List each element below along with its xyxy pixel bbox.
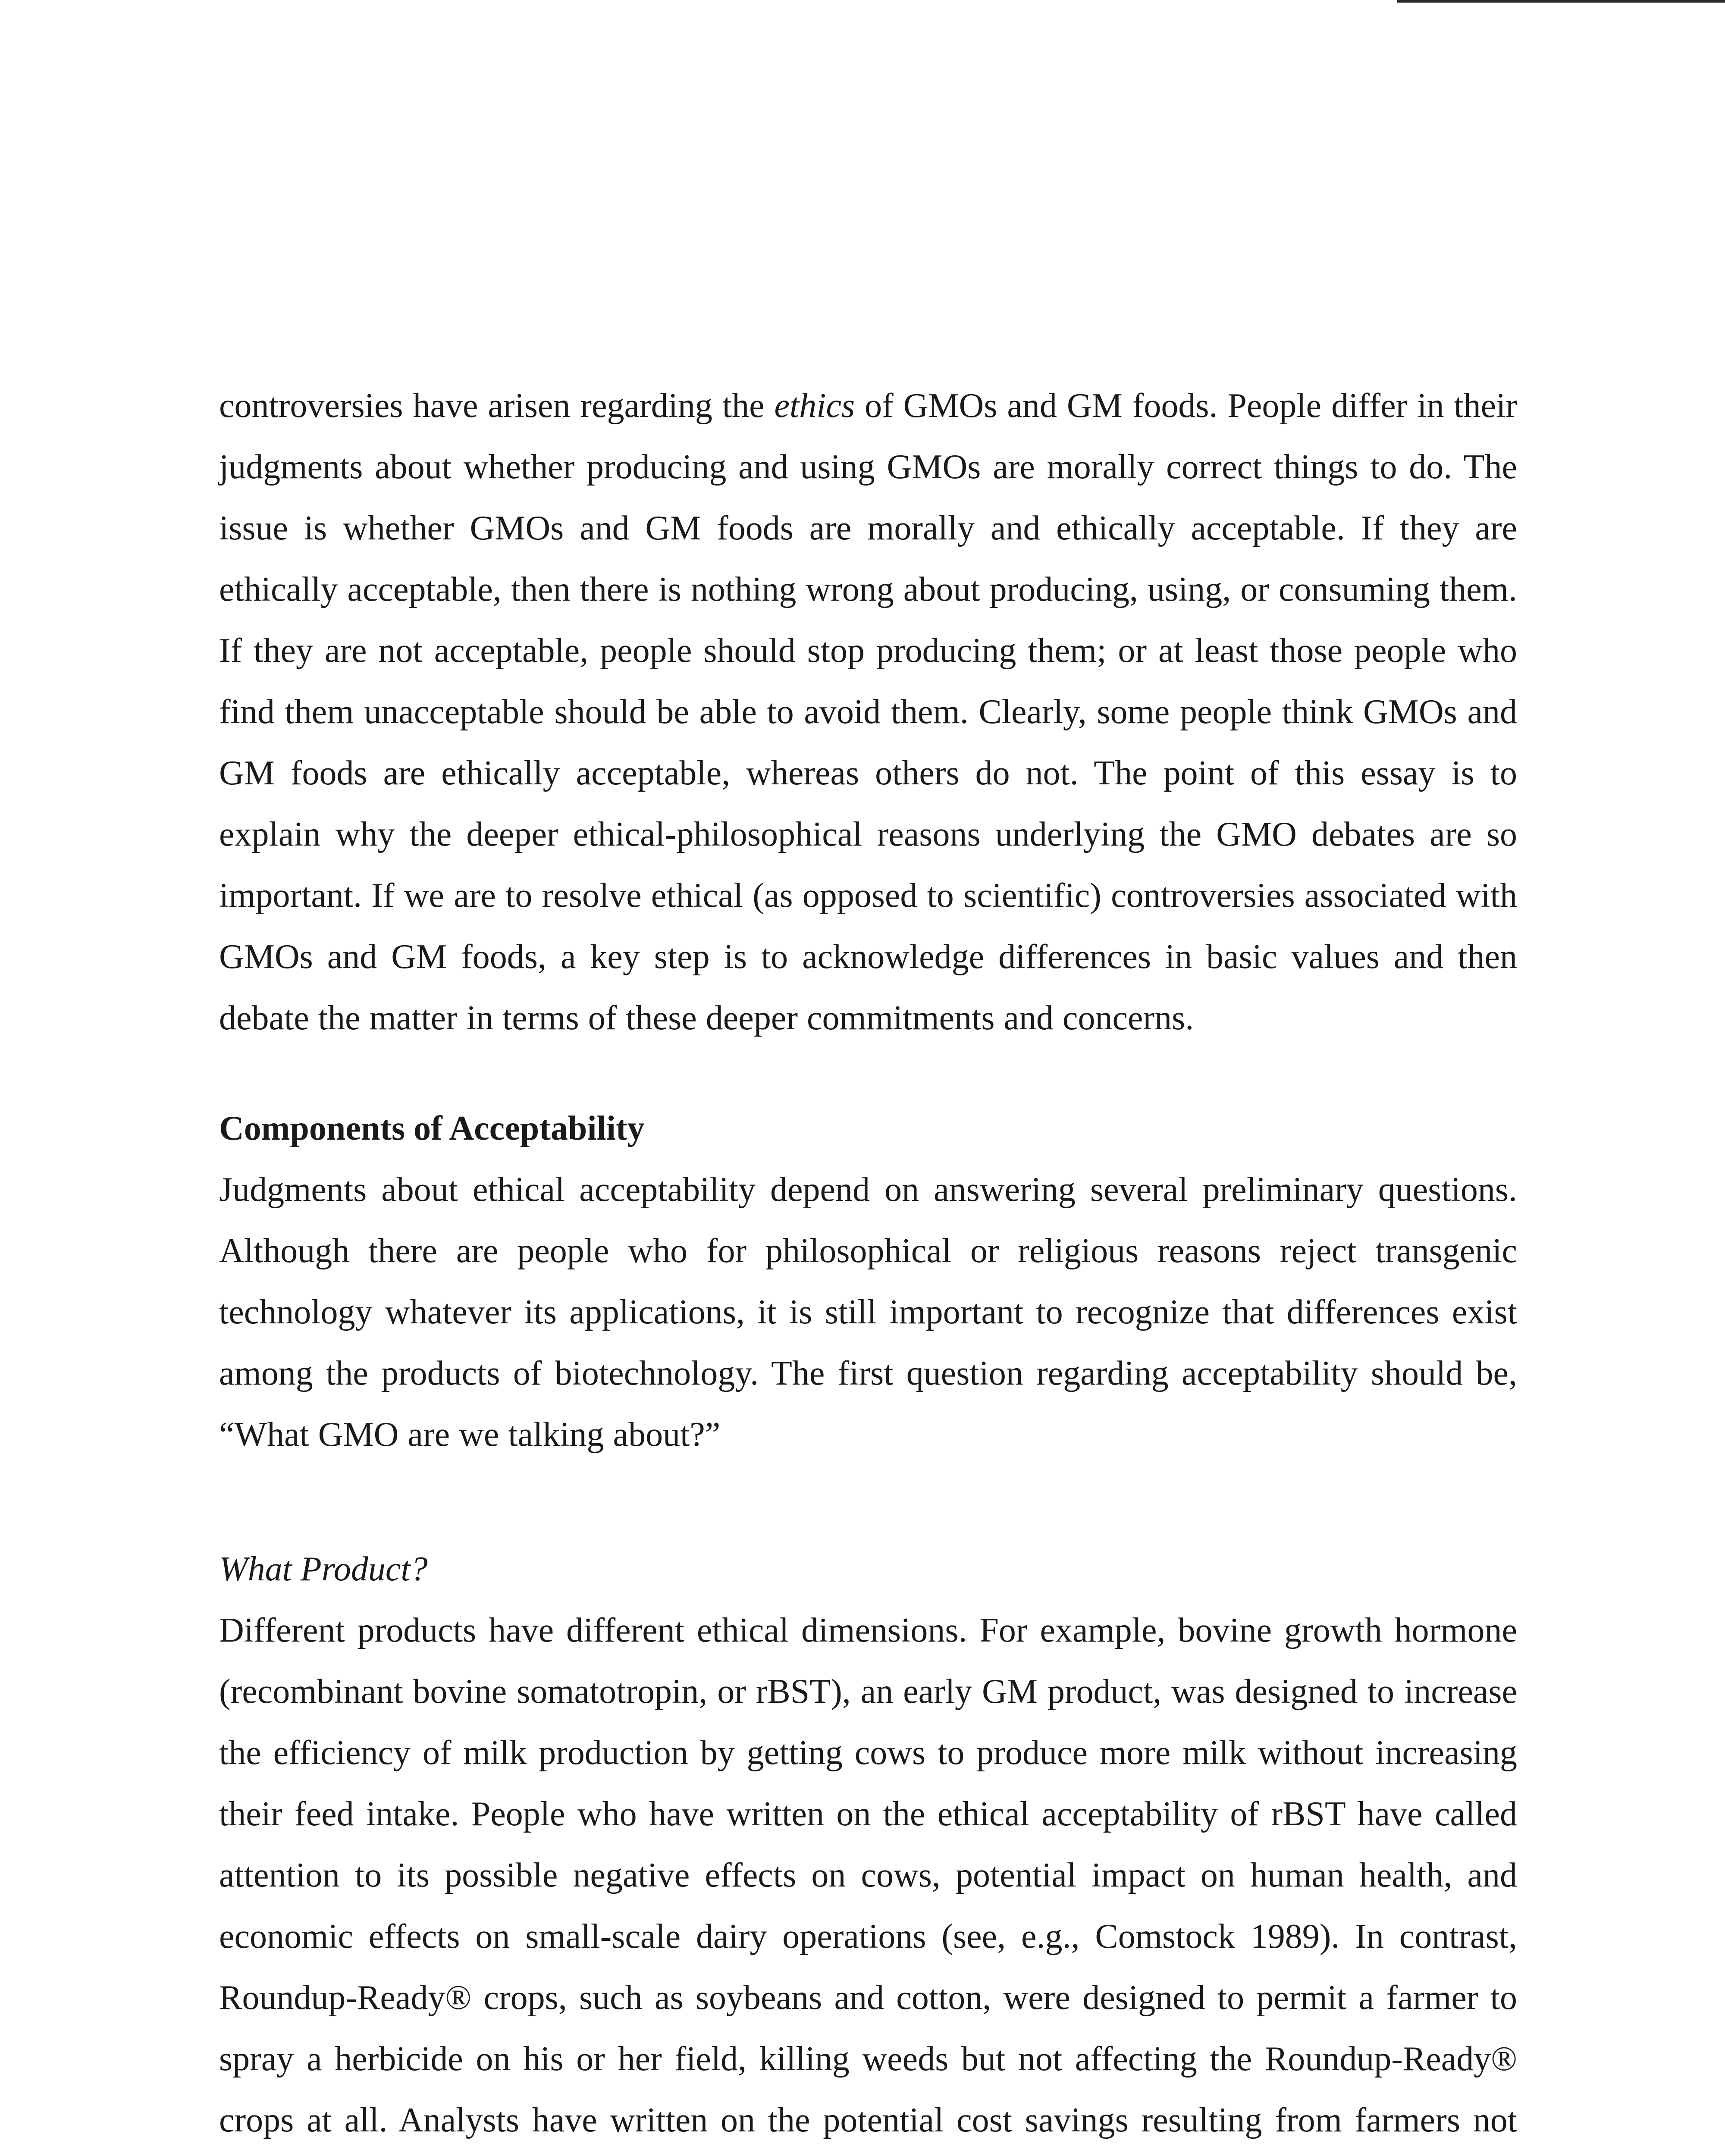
body-paragraph-3: Different products have different ethical dimensions. For example, bovine growth hormone (recombinant bovine somatotropin, or rBST), an early GM product, was designed to increase the efficiency of milk production by getting cows to produce more milk without increasing their feed intake. People who have written on the ethical acceptability of rBST have called attention to its possible negative effects on cows, potential impact on human health, and economic effects on small-scale dairy operations (see, e.g., Comstock 1989). In contrast, Roundup-Ready® crops, such as soybeans and cotton, were designed to permit a farmer to spray a herbicide on his or her field, killing weeds but not affecting the Roundup-Ready® crops at all. Analysts have written on the potential cost savings resulting from farmers not: [219, 1611, 1517, 2139]
section-heading: Components of Acceptability: [219, 1109, 645, 1147]
subsection-heading: What Product?: [219, 1550, 428, 1588]
emphasized-word-ethics: ethics: [774, 387, 855, 425]
paragraph-1-text-start: controversies have arisen regarding the: [219, 387, 775, 425]
page-body: [219, 375, 1517, 2156]
top-edge-rule: [1397, 0, 1725, 3]
paragraph-1-text-rest: of GMOs and GM foods. People differ in their judgments about whether producing and using GMOs are morally correct things to do. The issue is whether GMOs and GM foods are morally and ethically acceptable. If they are ethically acceptable, then there is nothing wrong about producing, using, or consuming them. If they are not acceptable, people should stop producing them; or at least those people who find them unacceptable should be able to avoid them. Clearly, some people think GMOs and GM foods are ethically acceptable, whereas others do not. The point of this essay is to explain why the deeper ethical-philosophical reasons underlying the GMO debates are so important. If we are to resolve ethical (as opposed to scientific) controversies associated with GMOs and GM foods, a key step is to acknowledge differences in basic values and then debate the matter in terms of these deeper commitments and concerns.: [219, 387, 1517, 1037]
body-paragraph-2: Judgments about ethical acceptability depend on answering several preliminary questions. Although there are people who for philosophical or religious reasons reject transgenic technology whatever its applications, it is still important to recognize that differences exist among the products of biotechnology. The first question regarding acceptability should be, “What GMO are we talking about?”: [219, 1171, 1517, 1454]
body-paragraph-1: [219, 375, 1517, 1049]
